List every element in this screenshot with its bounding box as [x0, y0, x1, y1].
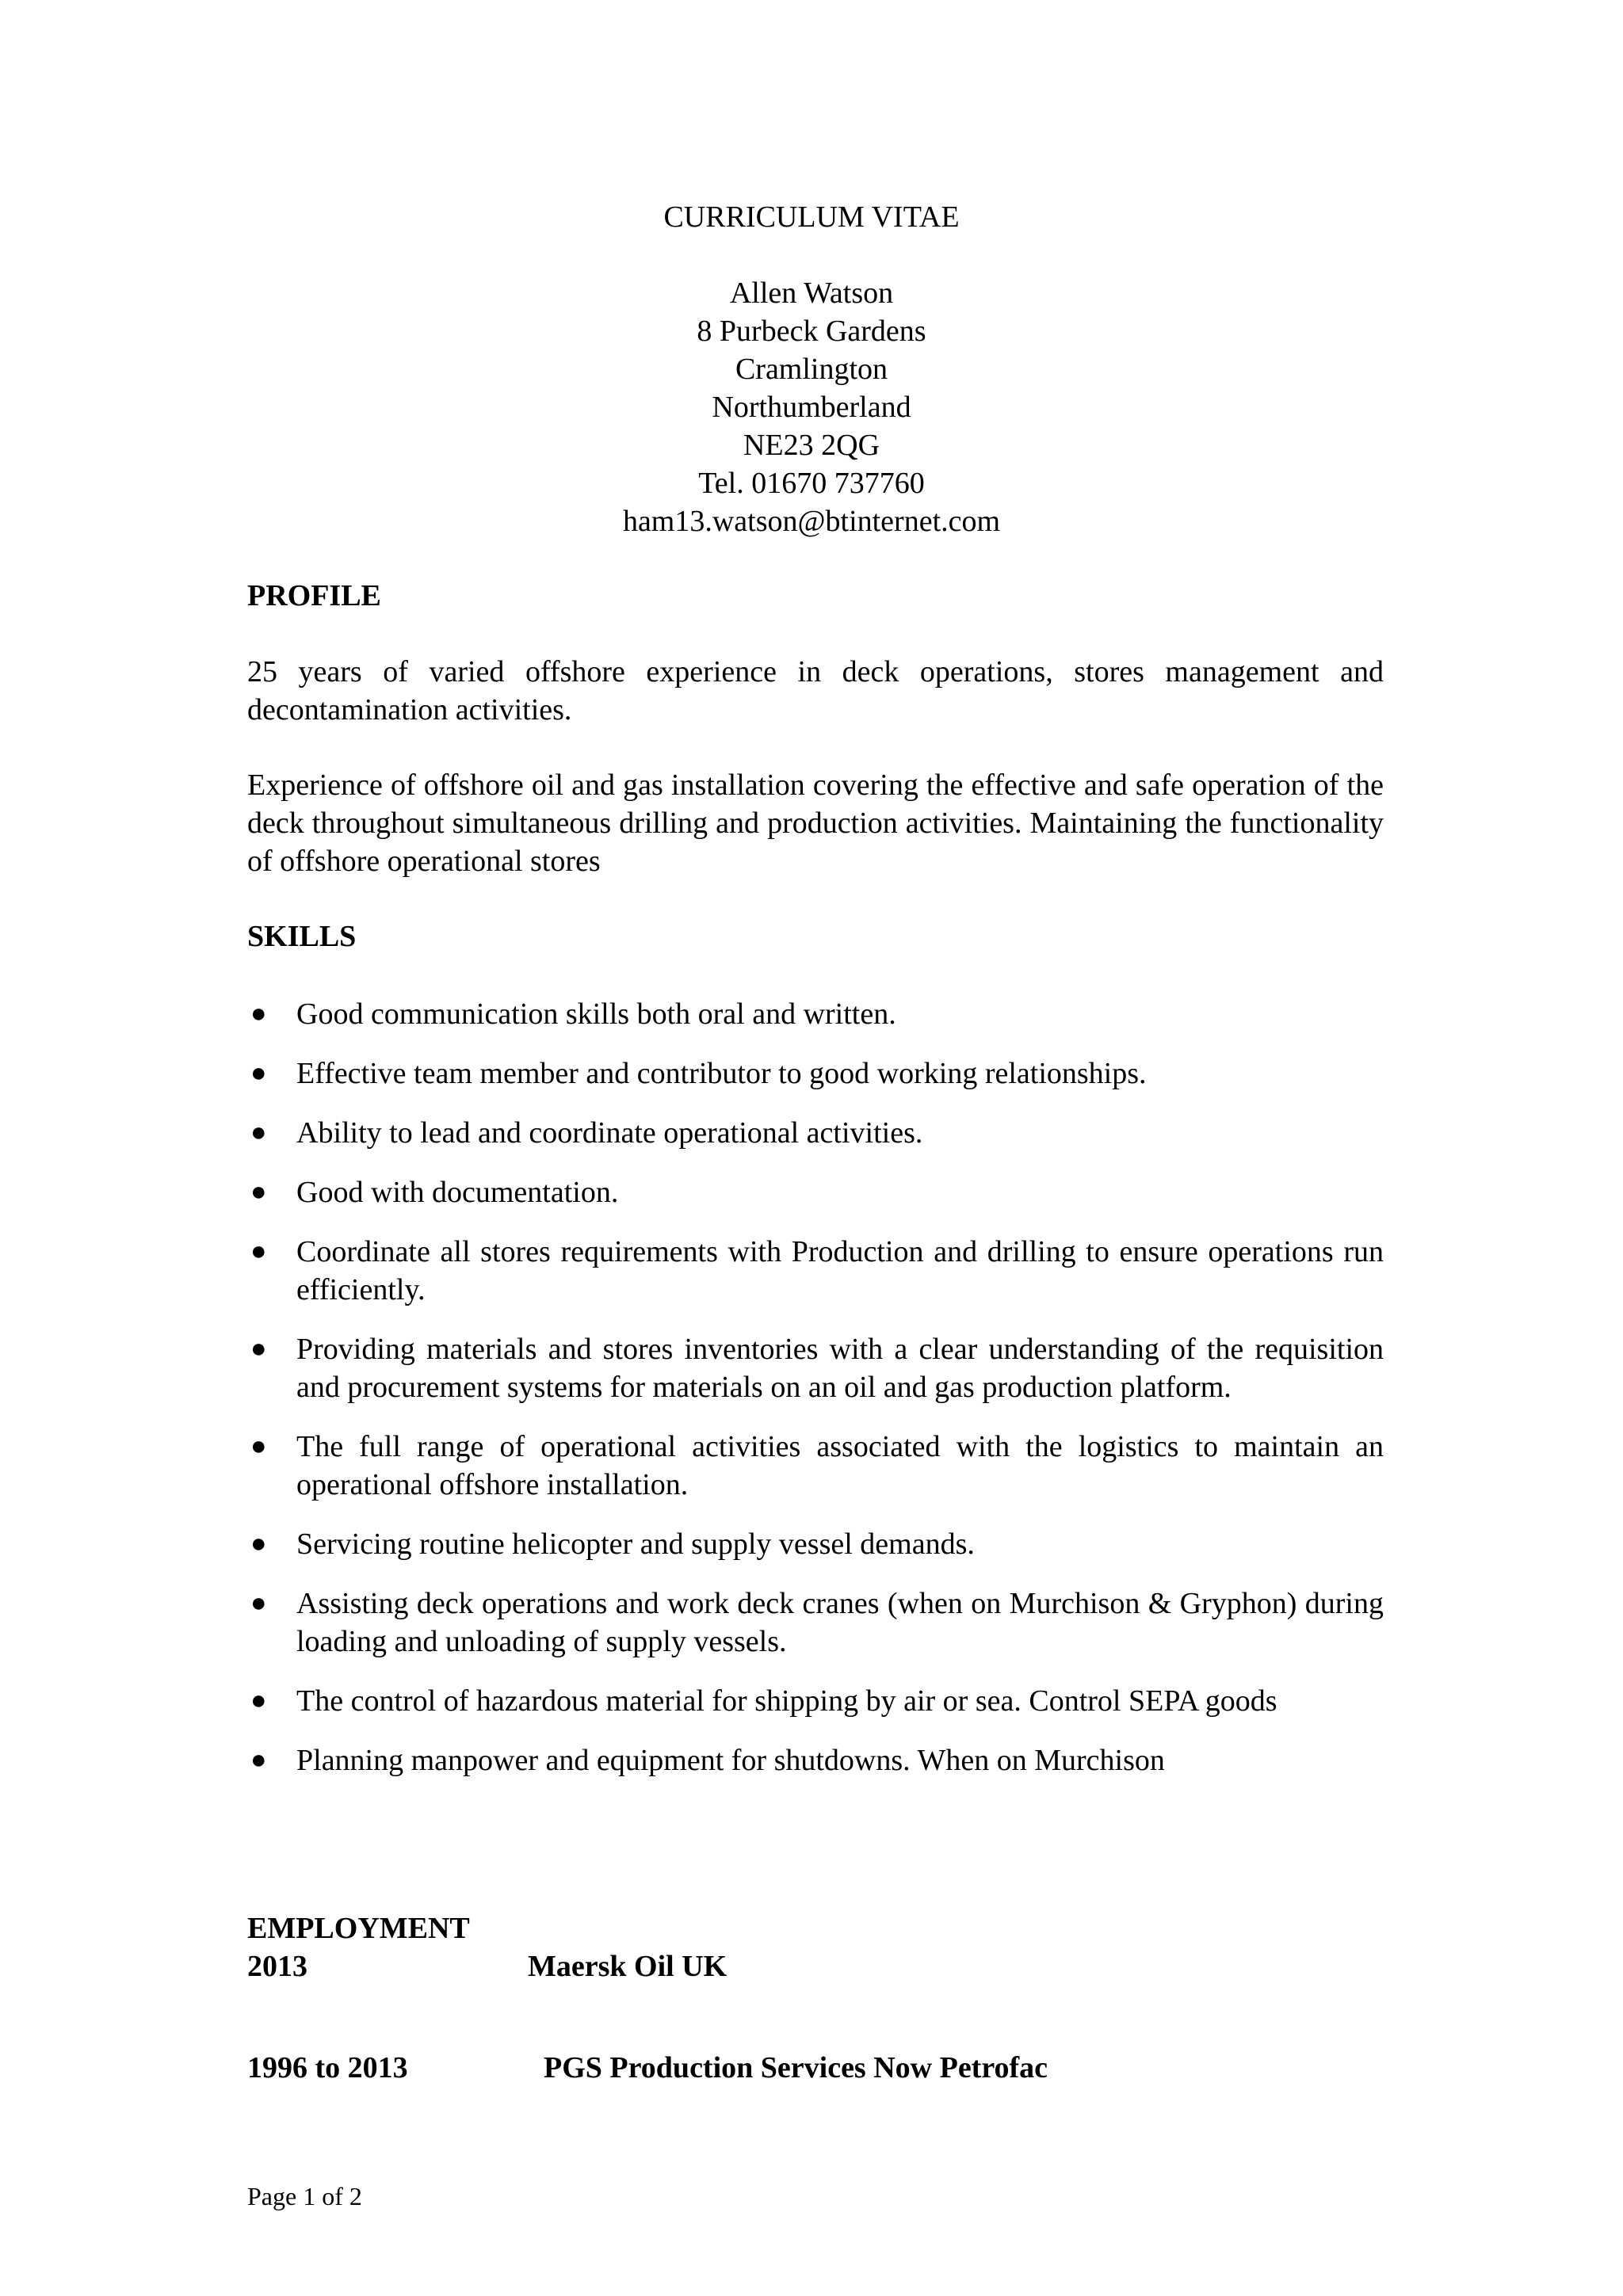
- list-item: ● Good with documentation.: [247, 1173, 1384, 1211]
- list-item: ● Coordinate all stores requirements with Production and drilling to ensure operations run efficiently.: [247, 1233, 1384, 1309]
- contact-postcode: NE23 2QG: [743, 429, 880, 462]
- contact-email: ham13.watson@btinternet.com: [622, 505, 1001, 538]
- contact-block: [0, 274, 1623, 540]
- list-item: ● Good communication skills both oral and written.: [247, 995, 1384, 1033]
- skills-heading: SKILLS: [247, 920, 357, 953]
- contact-town: Cramlington: [735, 353, 888, 386]
- skills-list: [247, 995, 1384, 1801]
- list-item: ● Effective team member and contributor to good working relationships.: [247, 1055, 1384, 1093]
- document-title: CURRICULUM VITAE: [663, 200, 960, 234]
- employment-company-2: PGS Production Services Now Petrofac: [544, 2051, 1048, 2084]
- bullet-icon: ●: [250, 1334, 267, 1363]
- profile-heading: PROFILE: [247, 579, 381, 612]
- employment-years-1: 2013: [247, 1950, 307, 1983]
- employment-years-2: 1996 to 2013: [247, 2051, 408, 2084]
- bullet-icon: ●: [250, 1118, 267, 1147]
- page-number: Page 1 of 2: [247, 2182, 362, 2210]
- profile-paragraph-1: 25 years of varied offshore experience in deck operations, stores management and decontamination activities.: [247, 655, 1384, 727]
- bullet-icon: ●: [250, 1745, 267, 1775]
- bullet-icon: ●: [250, 1686, 267, 1715]
- list-item: ● Ability to lead and coordinate operational activities.: [247, 1114, 1384, 1152]
- contact-name: Allen Watson: [729, 277, 894, 310]
- contact-county: Northumberland: [712, 391, 911, 424]
- bullet-icon: ●: [250, 999, 267, 1028]
- bullet-icon: ●: [250, 1432, 267, 1461]
- list-item: ● The full range of operational activities associated with the logistics to maintain an operational offshore installation.: [247, 1428, 1384, 1504]
- contact-address: 8 Purbeck Gardens: [697, 315, 926, 348]
- employment-company-1: Maersk Oil UK: [528, 1950, 727, 1983]
- list-item: ● Planning manpower and equipment for shutdowns. When on Murchison: [247, 1741, 1384, 1779]
- employment-heading: EMPLOYMENT: [247, 1912, 470, 1945]
- bullet-icon: ●: [250, 1237, 267, 1266]
- profile-paragraph-2: Experience of offshore oil and gas installation covering the effective and safe operation of the deck throughout simultaneous drilling and production activities. Maintaining the functionality of offshore operational stores: [247, 769, 1384, 878]
- contact-telephone: Tel. 01670 737760: [698, 467, 925, 500]
- bullet-icon: ●: [250, 1177, 267, 1207]
- list-item: ● Providing materials and stores inventories with a clear understanding of the requisition and procurement systems for materials on an oil and gas production platform.: [247, 1330, 1384, 1406]
- list-item: ● The control of hazardous material for shipping by air or sea. Control SEPA goods: [247, 1682, 1384, 1720]
- bullet-icon: ●: [250, 1529, 267, 1558]
- list-item: ● Assisting deck operations and work deck cranes (when on Murchison & Gryphon) during loading and unloading of supply vessels.: [247, 1585, 1384, 1661]
- bullet-icon: ●: [250, 1058, 267, 1088]
- bullet-icon: ●: [250, 1589, 267, 1618]
- list-item: ● Servicing routine helicopter and supply vessel demands.: [247, 1525, 1384, 1563]
